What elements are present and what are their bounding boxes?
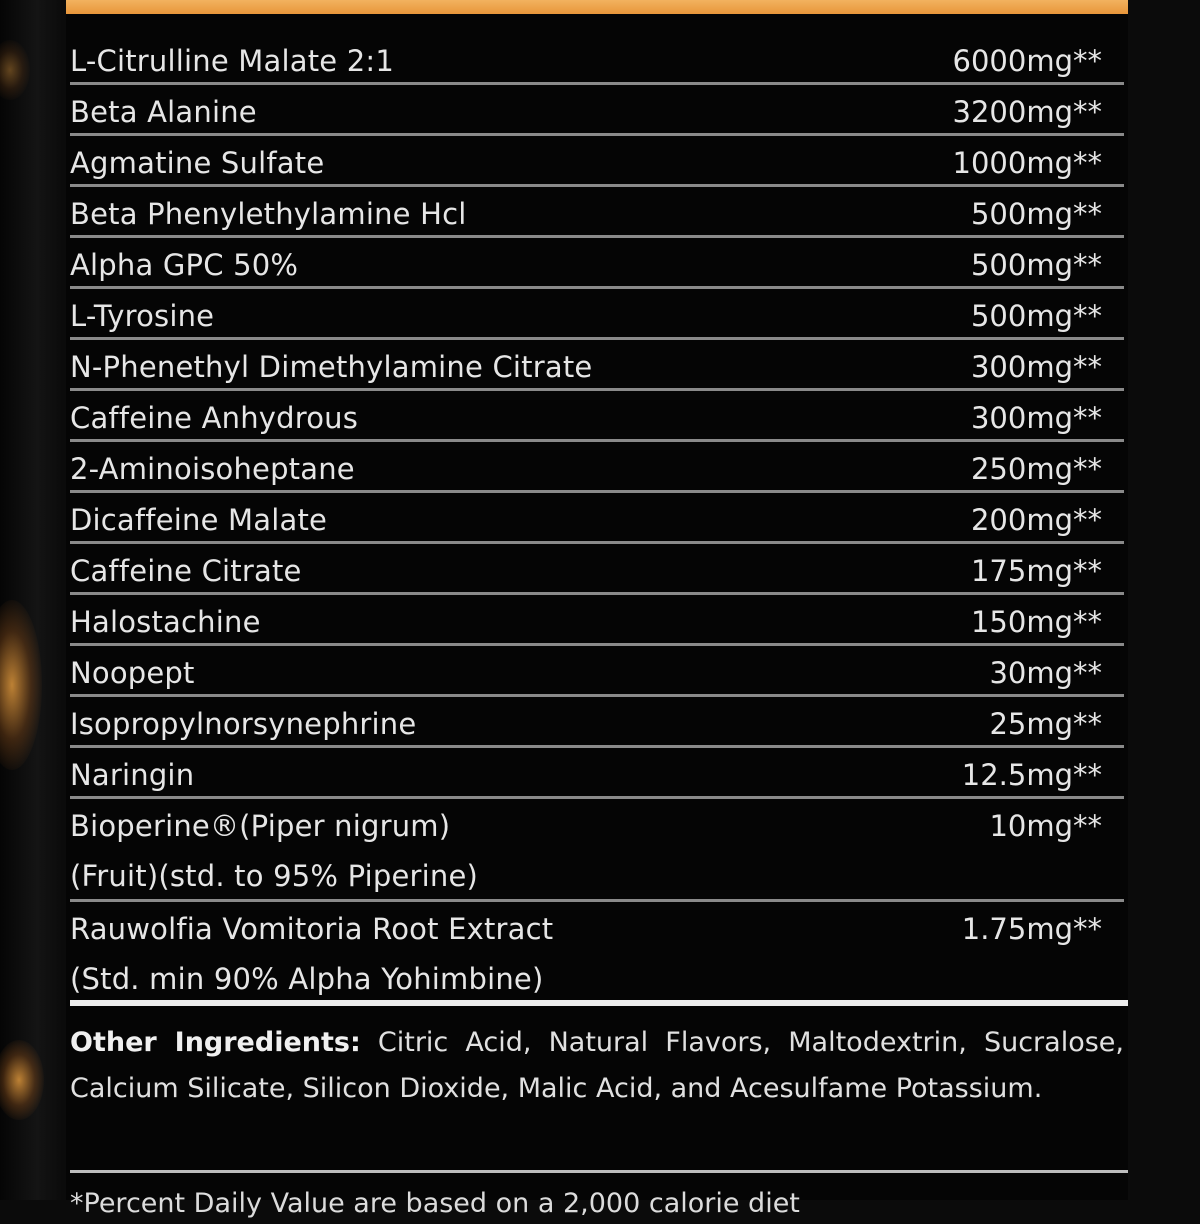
ingredient-amount: 6000mg** xyxy=(952,44,1102,78)
decorative-light-streak xyxy=(0,600,42,770)
ingredient-amount: 1.75mg** xyxy=(961,912,1102,946)
ingredient-row xyxy=(70,544,1124,595)
other-ingredients-label: Other Ingredients: xyxy=(70,1027,361,1058)
ingredient-amount: 25mg** xyxy=(989,707,1102,741)
ingredient-amount: 250mg** xyxy=(970,452,1102,486)
section-divider xyxy=(70,1000,1128,1006)
ingredient-row xyxy=(70,391,1124,442)
ingredient-name: Bioperine®(Piper nigrum) xyxy=(70,809,451,843)
ingredient-amount: 200mg** xyxy=(970,503,1102,537)
ingredient-name: Dicaffeine Malate xyxy=(70,503,328,537)
ingredient-name-detail: (Fruit)(std. to 95% Piperine) xyxy=(70,859,479,893)
ingredient-row xyxy=(70,289,1124,340)
ingredient-amount: 12.5mg** xyxy=(961,758,1102,792)
decorative-light-streak xyxy=(0,40,30,100)
ingredient-name: L-Tyrosine xyxy=(70,299,215,333)
ingredient-name: Isopropylnorsynephrine xyxy=(70,707,417,741)
ingredient-row xyxy=(70,748,1124,799)
ingredient-amount: 500mg** xyxy=(970,248,1102,282)
ingredient-name: Alpha GPC 50% xyxy=(70,248,299,282)
ingredient-amount: 175mg** xyxy=(970,554,1102,588)
ingredient-name: Halostachine xyxy=(70,605,261,639)
daily-value-footnote: *Percent Daily Value are based on a 2,000 calorie diet xyxy=(70,1188,800,1219)
ingredient-name: N-Phenethyl Dimethylamine Citrate xyxy=(70,350,593,384)
header-accent-band xyxy=(66,0,1128,14)
ingredient-row xyxy=(70,136,1124,187)
ingredient-row xyxy=(70,85,1124,136)
ingredient-row xyxy=(70,799,1124,902)
ingredient-row xyxy=(70,902,1124,1002)
ingredient-row xyxy=(70,340,1124,391)
ingredient-name: Beta Alanine xyxy=(70,95,257,129)
ingredient-amount: 1000mg** xyxy=(952,146,1102,180)
ingredient-name: Beta Phenylethylamine Hcl xyxy=(70,197,467,231)
supplement-facts-panel xyxy=(66,14,1128,1219)
ingredient-name: Naringin xyxy=(70,758,195,792)
ingredient-row xyxy=(70,34,1124,85)
ingredient-list xyxy=(70,34,1124,1002)
ingredient-amount: 3200mg** xyxy=(952,95,1102,129)
ingredient-amount: 300mg** xyxy=(970,350,1102,384)
ingredient-name: Rauwolfia Vomitoria Root Extract xyxy=(70,912,554,946)
ingredient-name: Noopept xyxy=(70,656,195,690)
ingredient-row xyxy=(70,697,1124,748)
ingredient-amount: 500mg** xyxy=(970,299,1102,333)
ingredient-amount: 300mg** xyxy=(970,401,1102,435)
ingredient-name: Caffeine Anhydrous xyxy=(70,401,359,435)
ingredient-row xyxy=(70,646,1124,697)
ingredient-amount: 150mg** xyxy=(970,605,1102,639)
other-ingredients-text: Citric Acid, Natural Flavors, Maltodextrin, Sucralose, Calcium Silicate, Silicon Dioxide, Malic Acid, and Acesulfame Potassium. xyxy=(70,1027,1124,1104)
ingredient-name-detail: (Std. min 90% Alpha Yohimbine) xyxy=(70,962,544,996)
ingredient-amount: 500mg** xyxy=(970,197,1102,231)
ingredient-amount: 10mg** xyxy=(989,809,1102,843)
ingredient-name: 2-Aminoisoheptane xyxy=(70,452,355,486)
ingredient-amount: 30mg** xyxy=(989,656,1102,690)
ingredient-name: Caffeine Citrate xyxy=(70,554,302,588)
background-edge xyxy=(0,0,62,1200)
ingredient-row xyxy=(70,595,1124,646)
ingredient-name: L-Citrulline Malate 2:1 xyxy=(70,44,395,78)
ingredient-name: Agmatine Sulfate xyxy=(70,146,325,180)
ingredient-row xyxy=(70,187,1124,238)
ingredient-row xyxy=(70,238,1124,289)
ingredient-row xyxy=(70,442,1124,493)
other-ingredients xyxy=(70,1020,1124,1112)
footnote-divider xyxy=(70,1170,1128,1173)
decorative-light-streak xyxy=(0,1040,44,1120)
ingredient-row xyxy=(70,493,1124,544)
